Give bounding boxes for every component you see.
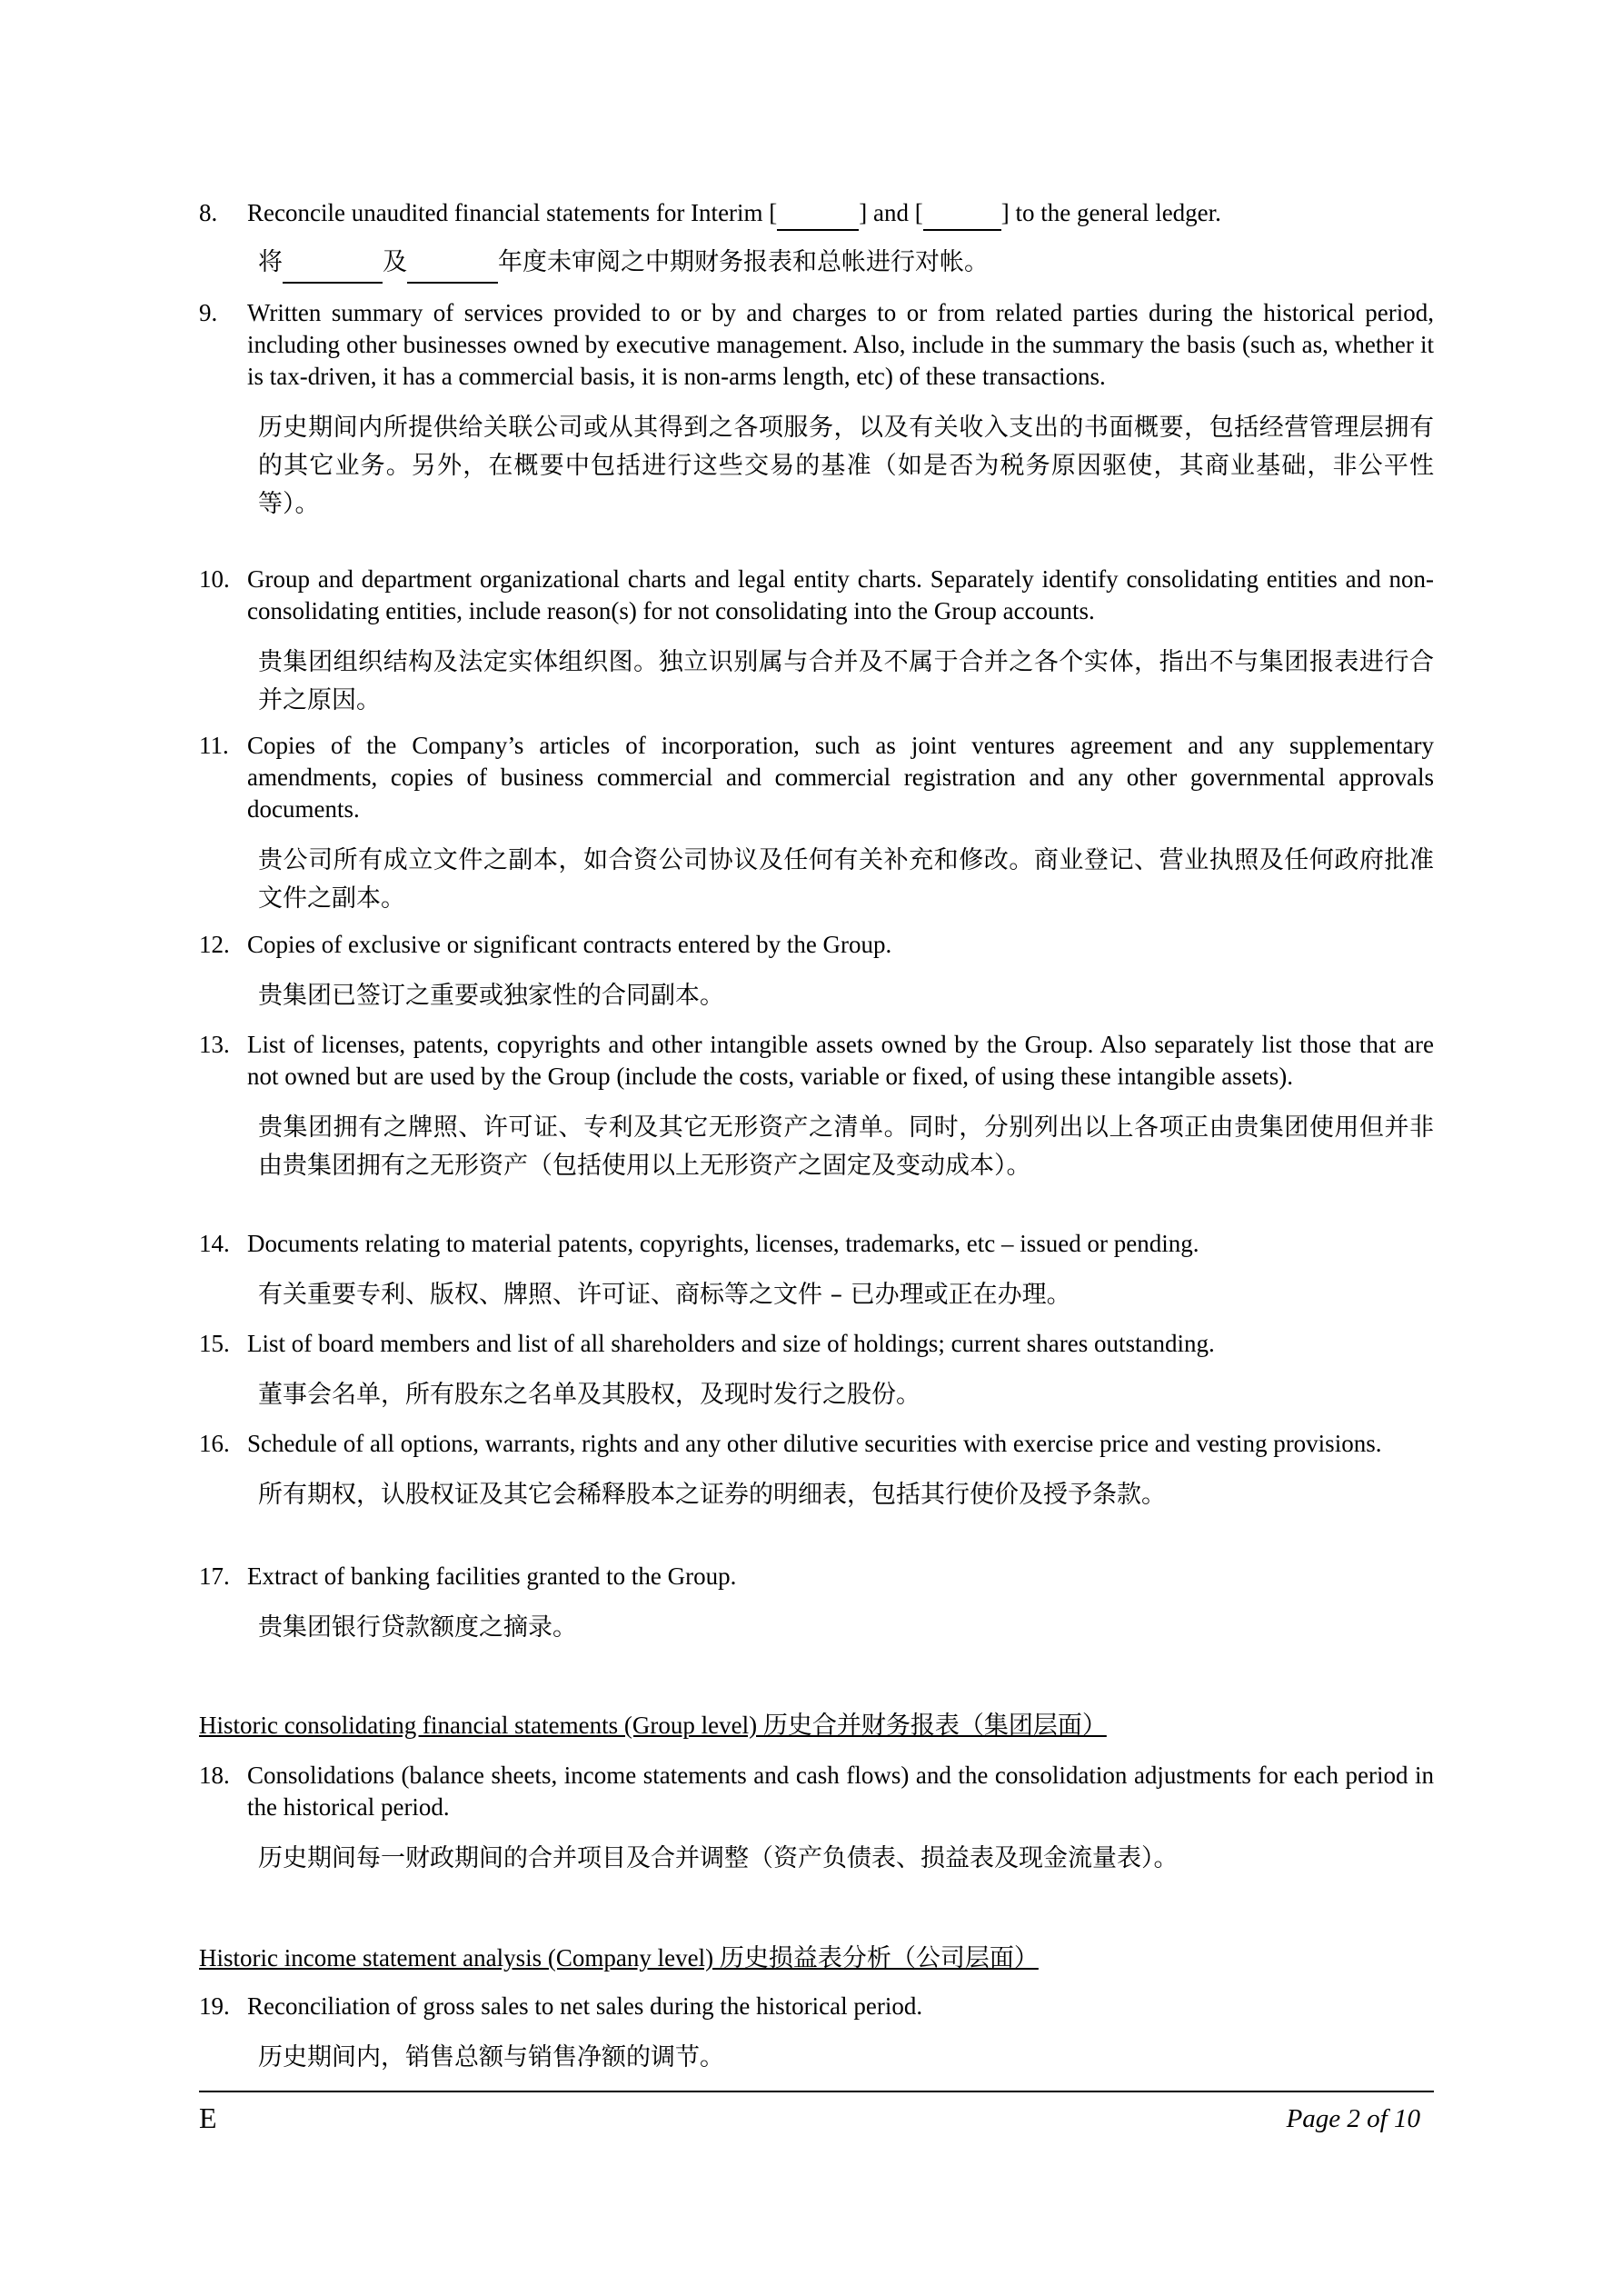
- item-text-zh: 历史期间内，销售总额与销售净额的调节。: [258, 2043, 724, 2071]
- footer-left: E: [199, 2101, 217, 2134]
- list-item-9: [199, 297, 1434, 524]
- item-number: 8.: [199, 199, 218, 226]
- item-text-zh: 所有期权，认股权证及其它会稀释股本之证券的明细表，包括其行使价及授予条款。: [258, 1481, 1166, 1509]
- item-number: 16.: [199, 1430, 230, 1457]
- section-heading: Historic income statement analysis (Company level) 历史损益表分析（公司层面）: [199, 1944, 1039, 1972]
- list-item-14: [199, 1228, 1434, 1314]
- page-number: Page 2 of 10: [1286, 2104, 1420, 2133]
- list-item-12: [199, 929, 1434, 1015]
- list-item-16: [199, 1428, 1434, 1514]
- item-text-zh: 贵集团银行贷款额度之摘录。: [258, 1613, 577, 1642]
- item-text-en: Written summary of services provided to or by and charges to or from related parties during the historical period, including other businesses owned by executive management. Also, include in the summary the basis (such as, whether it is tax-driven, it has a commercial basis, it is non-arms length, etc) of these transactions.: [247, 299, 1434, 390]
- item-text-en: Documents relating to material patents, copyrights, licenses, trademarks, etc – issued or pending.: [247, 1230, 1199, 1257]
- item-text-zh: 将 及 年度未审阅之中期财务报表和总帐进行对帐。: [258, 244, 1434, 284]
- item-number: 9.: [199, 299, 218, 326]
- item-text-zh: 贵公司所有成立文件之副本，如合资公司协议及任何有关补充和修改。商业登记、营业执照及任何政府批准文件之副本。: [258, 846, 1434, 913]
- list-item-17: [199, 1561, 1434, 1647]
- item-text-en: List of board members and list of all shareholders and size of holdings; current shares outstanding.: [247, 1330, 1215, 1357]
- list-item-8: [199, 197, 1434, 284]
- item-text-en: Schedule of all options, warrants, rights and any other dilutive securities with exercise price and vesting provisions.: [247, 1430, 1382, 1457]
- item-number: 10.: [199, 565, 230, 593]
- item-number: 12.: [199, 931, 230, 958]
- item-number: 15.: [199, 1330, 230, 1357]
- item-text-zh: 董事会名单，所有股东之名单及其股权，及现时发行之股份。: [258, 1381, 920, 1409]
- list-item-10: [199, 564, 1434, 720]
- item-text-en: Reconcile unaudited financial statements for Interim [ ] and [ ] to the general ledger.: [247, 197, 1434, 231]
- item-text-en: Group and department organizational charts and legal entity charts. Separately identify consolidating entities and non-consolidating entities, include reason(s) for not consolidating into the Group accounts.: [247, 565, 1434, 624]
- item-text-en: Copies of exclusive or significant contracts entered by the Group.: [247, 931, 892, 958]
- list-item-11: [199, 730, 1434, 918]
- item-text-en: Reconciliation of gross sales to net sales during the historical period.: [247, 1992, 923, 2020]
- item-text-en: List of licenses, patents, copyrights and other intangible assets owned by the Group. Also separately list those that are not owned but are used by the Group (include the costs, variable or fixed, of using these intangible assets).: [247, 1031, 1434, 1090]
- list-item-13: [199, 1029, 1434, 1185]
- item-number: 18.: [199, 1762, 230, 1789]
- item-text-zh: 贵集团已签订之重要或独家性的合同副本。: [258, 982, 724, 1010]
- item-text-zh: 贵集团组织结构及法定实体组织图。独立识别属与合并及不属于合并之各个实体，指出不与集团报表进行合并之原因。: [258, 648, 1434, 714]
- list-item-18: [199, 1760, 1434, 1878]
- section-heading: Historic consolidating financial statements (Group level) 历史合并财务报表（集团层面）: [199, 1712, 1107, 1739]
- item-text-zh: 历史期间内所提供给关联公司或从其得到之各项服务，以及有关收入支出的书面概要，包括经营管理层拥有的其它业务。另外，在概要中包括进行这些交易的基准（如是否为税务原因驱使，其商业基础，非公平性等）。: [258, 414, 1434, 518]
- item-text-en: Extract of banking facilities granted to the Group.: [247, 1562, 737, 1590]
- item-number: 14.: [199, 1230, 230, 1257]
- list-item-19: [199, 1991, 1434, 2077]
- item-text-zh: 贵集团拥有之牌照、许可证、专利及其它无形资产之清单。同时，分别列出以上各项正由贵集团使用但并非由贵集团拥有之无形资产（包括使用以上无形资产之固定及变动成本）。: [258, 1113, 1434, 1180]
- item-number: 13.: [199, 1031, 230, 1058]
- item-number: 11.: [199, 732, 229, 759]
- footer-divider: [199, 2091, 1434, 2092]
- item-number: 19.: [199, 1992, 230, 2020]
- item-text-zh: 有关重要专利、版权、牌照、许可证、商标等之文件 – 已办理或正在办理。: [258, 1281, 1071, 1309]
- item-text-en: Consolidations (balance sheets, income statements and cash flows) and the consolidation adjustments for each period in the historical period.: [247, 1762, 1434, 1821]
- list-item-15: [199, 1328, 1434, 1414]
- item-text-zh: 历史期间每一财政期间的合并项目及合并调整（资产负债表、损益表及现金流量表）。: [258, 1844, 1179, 1872]
- item-number: 17.: [199, 1562, 230, 1590]
- item-text-en: Copies of the Company’s articles of incorporation, such as joint ventures agreement and any supplementary amendments, copies of business commercial and commercial registration and any other governmental approvals documents.: [247, 732, 1434, 823]
